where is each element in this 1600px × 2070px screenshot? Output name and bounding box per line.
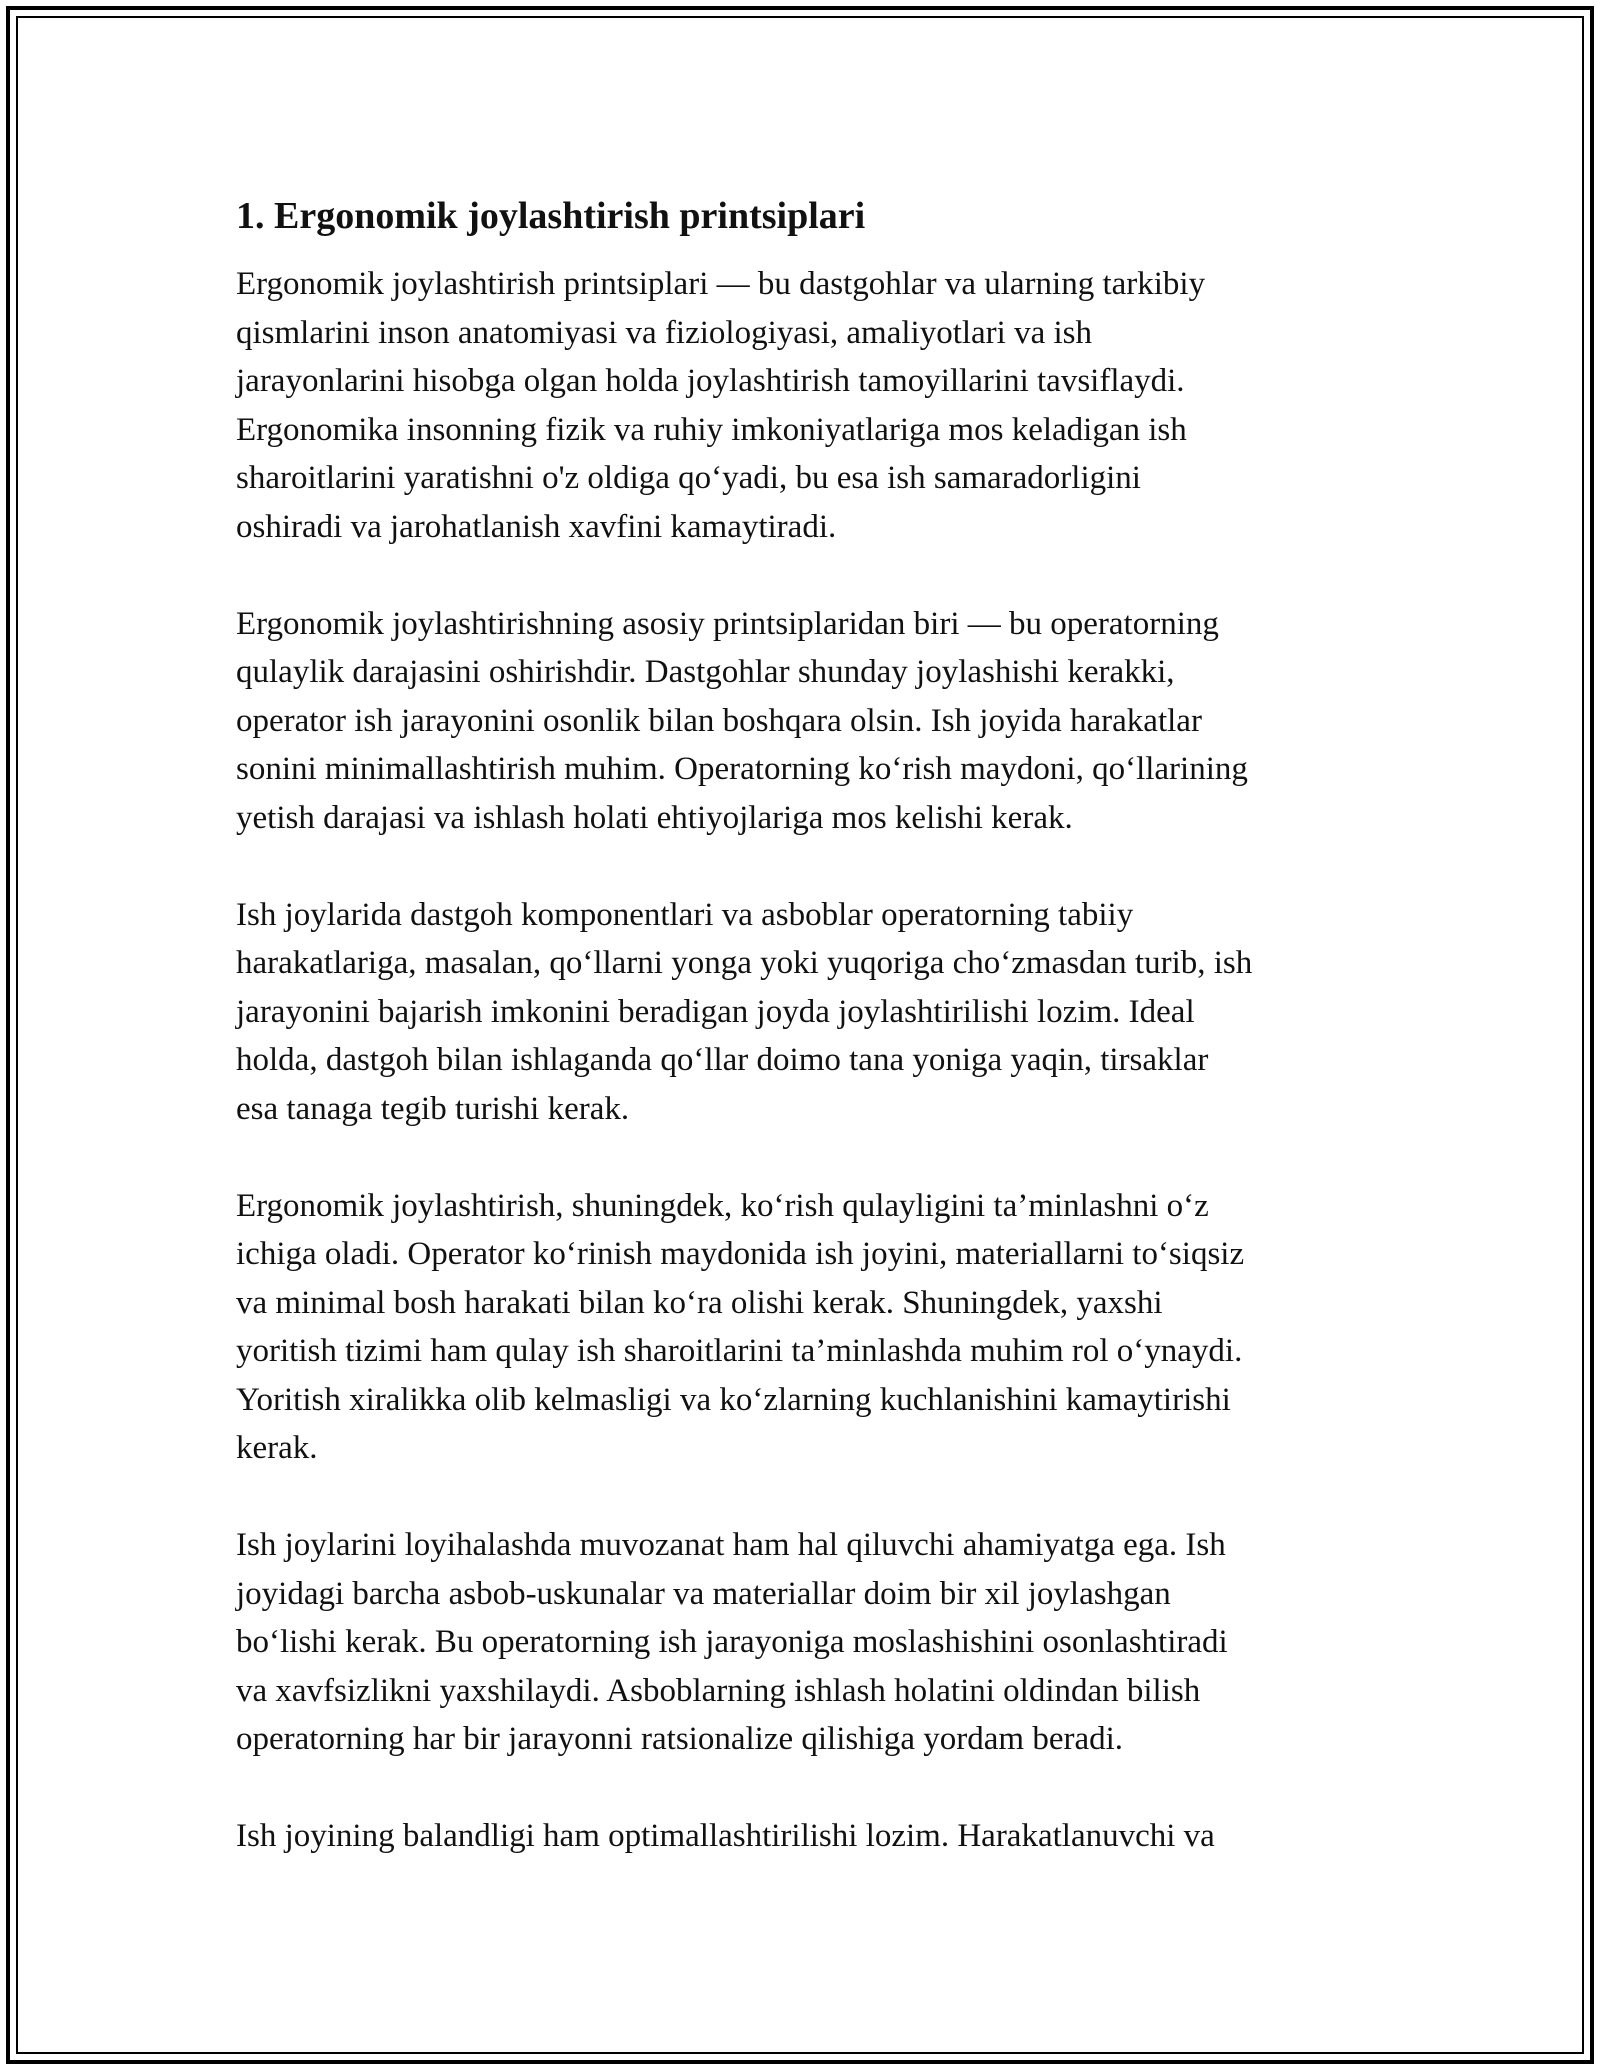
text-line: Yoritish xiralikka olib kelmasligi va ko‘zlarning kuchlanishini kamaytirishi [236, 1381, 1231, 1418]
text-line: qulaylik darajasini oshirishdir. Dastgohlar shunday joylashishi kerakki, [236, 654, 1175, 690]
text-line: kerak. [236, 1430, 318, 1466]
text-line: oshiradi va jarohatlanish xavfini kamaytiradi. [236, 508, 837, 545]
text-line: sharoitlarini yaratishni o'z oldiga qo‘yadi, bu esa ish samaradorligini [236, 460, 1141, 496]
text-line: va xavfsizlikni yaxshilaydi. Asboblarning ishlash holatini oldindan bilish [236, 1672, 1201, 1709]
text-line: Ish joylarida dastgoh komponentlari va asboblar operatorning tabiiy [236, 896, 1134, 933]
text-line: yoritish tizimi ham qulay ish sharoitlarini ta’minlashda muhim rol o‘ynaydi. [236, 1333, 1243, 1369]
text-line: esa tanaga tegib turishi kerak. [236, 1090, 630, 1127]
section-heading: 1. Ergonomik joylashtirish printsiplari [236, 195, 866, 237]
text-line: yetish darajasi va ishlash holati ehtiyojlariga mos kelishi kerak. [236, 799, 1073, 836]
text-line: jarayonini bajarish imkonini beradigan joyda joylashtirilishi lozim. Ideal [236, 993, 1195, 1030]
text-line: jarayonlarini hisobga olgan holda joylashtirish tamoyillarini tavsiflaydi. [236, 363, 1185, 399]
paragraph-5 [236, 1521, 1376, 1764]
text-line: operator ish jarayonini osonlik bilan boshqara olsin. Ish joyida harakatlar [236, 702, 1202, 739]
text-line: ichiga oladi. Operator ko‘rinish maydonida ish joyini, materiallarni to‘siqsiz [236, 1236, 1245, 1272]
text-line: Ergonomik joylashtirish printsiplari — bu dastgohlar va ularning tarkibiy [236, 266, 1206, 302]
text-line: qismlarini inson anatomiyasi va fiziologiyasi, amaliyotlari va ish [236, 314, 1093, 351]
paragraph-2 [236, 600, 1376, 843]
paragraph-4 [236, 1182, 1376, 1473]
text-line: holda, dastgoh bilan ishlaganda qo‘llar doimo tana yoniga yaqin, tirsaklar [236, 1042, 1209, 1078]
text-line: harakatlariga, masalan, qo‘llarni yonga yoki yuqoriga cho‘zmasdan turib, ish [236, 945, 1253, 981]
paragraph-3 [236, 891, 1376, 1134]
text-line: Ergonomika insonning fizik va ruhiy imkoniyatlariga mos keladigan ish [236, 411, 1187, 448]
text-line: Ergonomik joylashtirishning asosiy printsiplaridan biri — bu operatorning [236, 605, 1219, 642]
text-line: operatorning har bir jarayonni ratsionalize qilishiga yordam beradi. [236, 1721, 1124, 1757]
text-line: bo‘lishi kerak. Bu operatorning ish jarayoniga moslashishini osonlashtiradi [236, 1624, 1228, 1660]
paragraph-1 [236, 260, 1376, 551]
text-line: Ish joylarini loyihalashda muvozanat ham hal qiluvchi ahamiyatga ega. Ish [236, 1527, 1226, 1563]
text-line: Ish joyining balandligi ham optimallashtirilishi lozim. Harakatlanuvchi va [236, 1818, 1215, 1854]
text-line: va minimal bosh harakati bilan ko‘ra olishi kerak. Shuningdek, yaxshi [236, 1284, 1163, 1321]
paragraph-6 [236, 1812, 1376, 1861]
text-line: joyidagi barcha asbob-uskunalar va materiallar doim bir xil joylashgan [236, 1575, 1171, 1612]
text-line: sonini minimallashtirish muhim. Operatorning ko‘rish maydoni, qo‘llarining [236, 751, 1248, 787]
text-line: Ergonomik joylashtirish, shuningdek, ko‘rish qulayligini ta’minlashni o‘z [236, 1187, 1209, 1224]
document-body [236, 188, 1376, 1909]
